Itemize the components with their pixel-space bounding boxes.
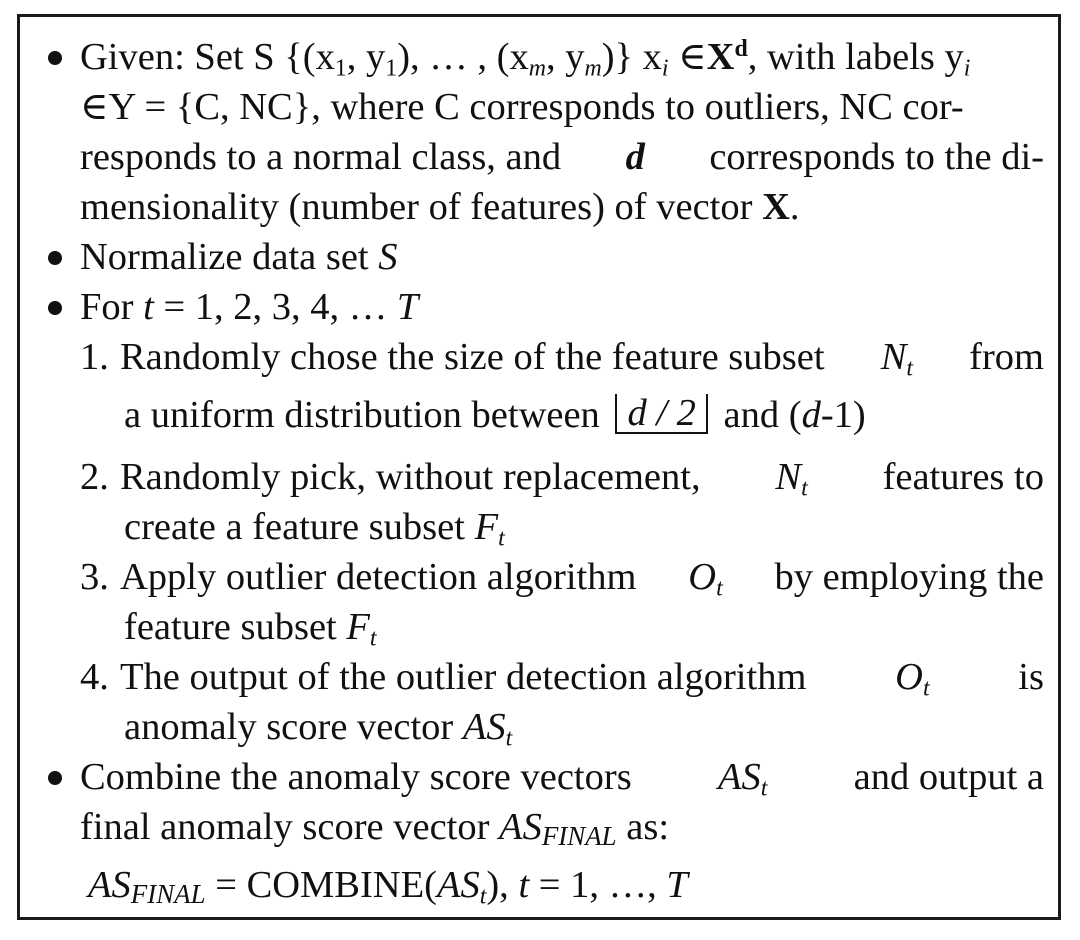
- for-line: For t = 1, 2, 3, 4, … T: [80, 286, 419, 328]
- normalize-line: Normalize data set S: [80, 236, 398, 278]
- step-3-line-1: Apply outlier detection algorithm $O_t$ by employing the: [120, 556, 1044, 602]
- step-2-number: 2.: [80, 456, 109, 498]
- step-4-number: 4.: [80, 656, 109, 698]
- given-line-3: responds to a normal class, and d corresponds to the di-: [80, 136, 1044, 178]
- bullet-normalize: [48, 251, 62, 265]
- given-line-2: ∈Y = {C, NC}, where C corresponds to outliers, NC cor-: [80, 86, 964, 128]
- bullet-given: [48, 51, 62, 65]
- step-2-line-1: Randomly pick, without replacement, $N_t$ features to: [120, 456, 1044, 502]
- step-1-line-1: Randomly chose the size of the feature subset $N_t$ from: [120, 336, 1044, 382]
- step-3-number: 3.: [80, 556, 109, 598]
- combine-formula: ASFINAL = $COMBINE(AS_t)$, t = 1, …, T: [88, 864, 688, 910]
- algorithm-box: [17, 14, 1061, 920]
- step-2-line-2: create a feature subset $F_t$: [124, 506, 505, 552]
- bullet-for: [48, 301, 62, 315]
- step-4-line-1: The output of the outlier detection algorithm $O_t$ is: [120, 656, 1044, 702]
- combine-line-1: Combine the anomaly score vectors $AS_t$ and output a: [80, 756, 1044, 802]
- floor-expression: d / 2: [615, 394, 707, 434]
- step-1-number: 1.: [80, 336, 109, 378]
- given-line-4: mensionality (number of features) of vector X.: [80, 186, 800, 228]
- step-4-line-2: anomaly score vector $AS_t$: [124, 706, 513, 752]
- step-1-line-2: a uniform distribution between d / 2 and (d-1): [124, 392, 866, 436]
- bullet-combine: [48, 771, 62, 785]
- combine-line-2: final anomaly score vector ASFINAL as:: [80, 806, 670, 851]
- step-3-line-2: feature subset $F_t$: [124, 606, 377, 652]
- given-line-1: Given: Set S {($x_1$, $y_1$), … , ($x_m$, $y_m$)} $x_i$ $\in X^d$, with labels $y_i$: [80, 35, 971, 82]
